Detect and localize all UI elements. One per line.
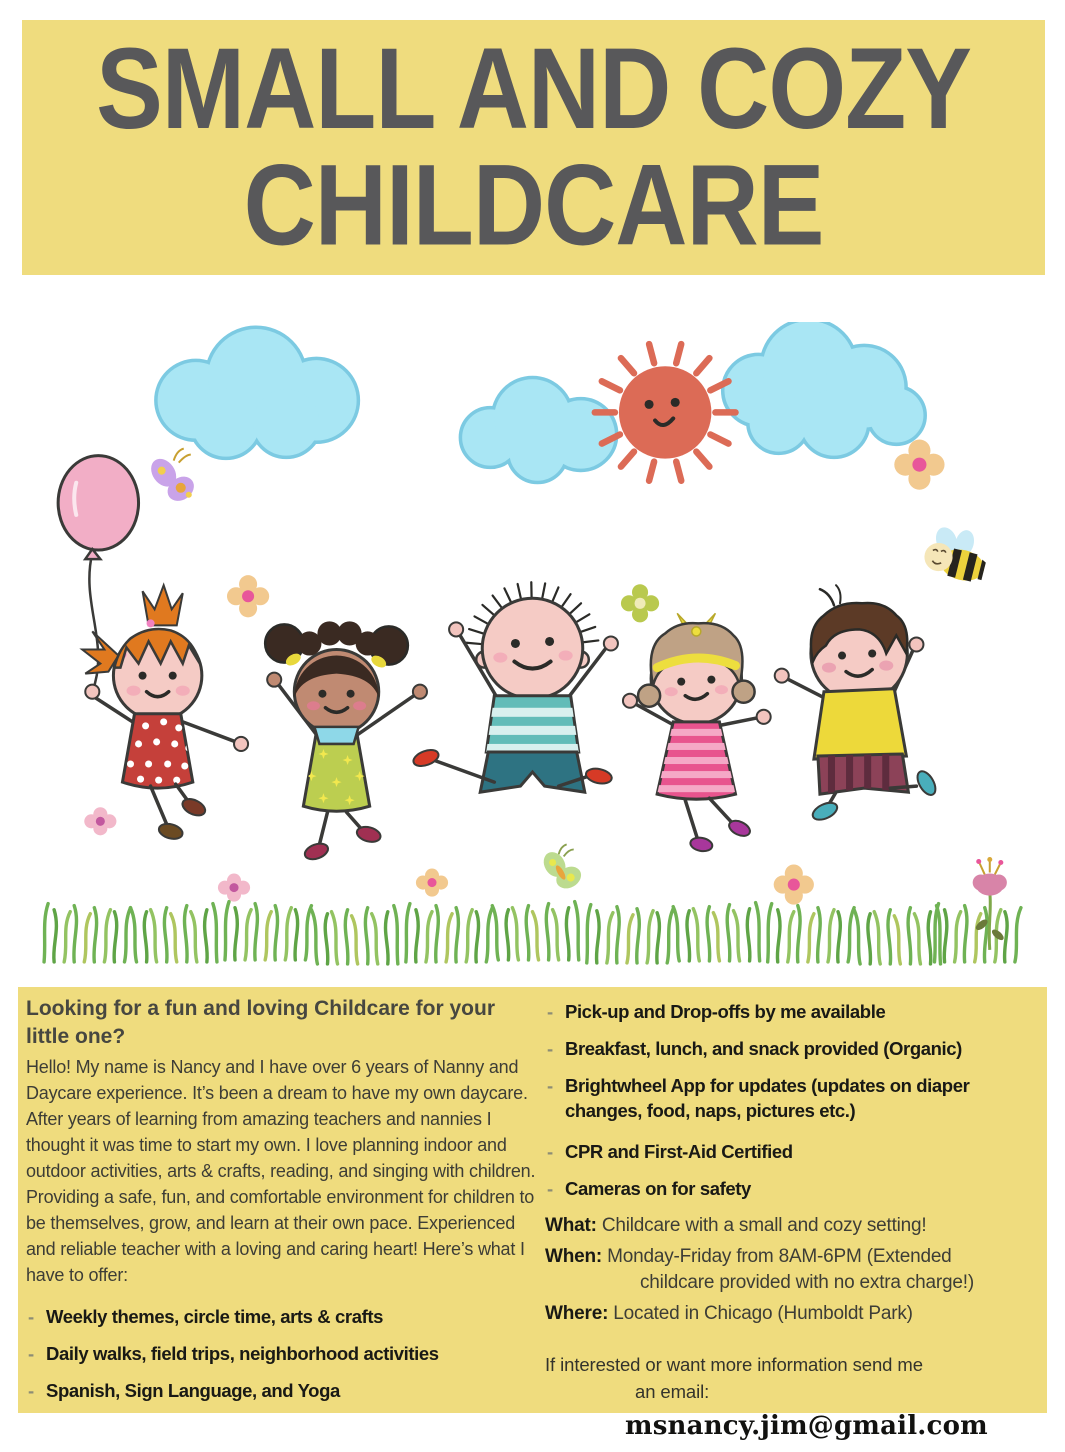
list-item: - CPR and First-Aid Certified: [545, 1139, 1045, 1164]
girl-redhead: [82, 585, 248, 841]
when-label: When:: [545, 1246, 603, 1267]
what-when-where: [545, 1213, 1045, 1327]
info-panel: [18, 987, 1047, 1441]
contact-line-2: an email:: [635, 1381, 710, 1402]
when-value-line1: Monday-Friday from 8AM-6PM (Extended: [602, 1246, 952, 1267]
page-title: [22, 20, 1045, 270]
flower-orange-4: [774, 864, 814, 904]
list-item: - Cameras on for safety: [545, 1176, 1045, 1201]
list-item: - Pick-up and Drop-offs by me available: [545, 999, 1045, 1024]
title-line-1: SMALL AND COZY: [96, 24, 971, 154]
contact-line-1: If interested or want more information send me: [545, 1354, 923, 1375]
contact-email: msnancy.jim@gmail.com: [625, 1411, 988, 1441]
features-list: [545, 999, 1045, 1201]
list-item: - Brightwheel App for updates (updates on diaper changes, food, naps, pictures etc.): [545, 1073, 1045, 1123]
girl-headband: [623, 613, 771, 852]
intro-column: [26, 995, 536, 1415]
when-row: [545, 1244, 1045, 1296]
girl-curly-hair: [265, 621, 427, 862]
what-value: Childcare with a small and cozy setting!: [596, 1215, 927, 1236]
where-value: Located in Chicago (Humboldt Park): [608, 1303, 913, 1324]
title-line-2: CHILDCARE: [243, 140, 824, 270]
children-illustration: [30, 322, 1035, 975]
contact-block: [545, 1351, 1045, 1405]
when-value-line2: childcare provided with no extra charge!): [640, 1272, 974, 1293]
where-row: [545, 1301, 1045, 1327]
sun-icon: [595, 344, 736, 481]
flower-green: [621, 584, 659, 622]
flower-pink-1: [84, 807, 116, 835]
list-item: - Spanish, Sign Language, and Yoga: [26, 1378, 536, 1403]
bee-icon: [921, 524, 988, 585]
flower-pink-2: [218, 874, 250, 902]
cloud-left: [158, 329, 357, 457]
grass: [44, 902, 1021, 964]
where-label: Where:: [545, 1303, 609, 1324]
intro-paragraph: Hello! My name is Nancy and I have over 6 years of Nanny and Daycare experience. It’s been a dream to have my own daycare. After years of learning from amazing teachers and nannies I thought it was time to start my own. I love planning indoor and outdoor activities, arts & crafts, reading, and singing with children. Providing a safe, fun, and comfortable environment for children to be themselves, grow, and learn at their own pace. Experienced and reliable teacher with a loving and caring heart! Here’s what I have to offer:: [26, 1057, 536, 1286]
butterfly-purple-icon: [146, 449, 199, 506]
boy-yellow-shirt: [775, 585, 939, 823]
cloud-right: [724, 322, 923, 456]
offer-list: [26, 1304, 536, 1403]
flower-orange-1: [227, 575, 269, 617]
flower-orange-2: [894, 440, 944, 490]
list-item: - Breakfast, lunch, and snack provided (Organic): [545, 1036, 1045, 1061]
intro-heading: Looking for a fun and loving Childcare for your little one?: [26, 997, 496, 1048]
illustration-svg: [30, 322, 1035, 975]
boy-spiky-hair: [411, 582, 618, 792]
flower-orange-3: [416, 869, 448, 897]
cloud-middle: [462, 379, 615, 480]
what-row: [545, 1213, 1045, 1239]
details-column: [545, 995, 1045, 1441]
header-banner: [22, 20, 1045, 275]
butterfly-green-icon: [539, 844, 585, 892]
list-item: - Daily walks, field trips, neighborhood activities: [26, 1341, 536, 1366]
list-item: - Weekly themes, circle time, arts & crafts: [26, 1304, 536, 1329]
what-label: What:: [545, 1215, 597, 1236]
